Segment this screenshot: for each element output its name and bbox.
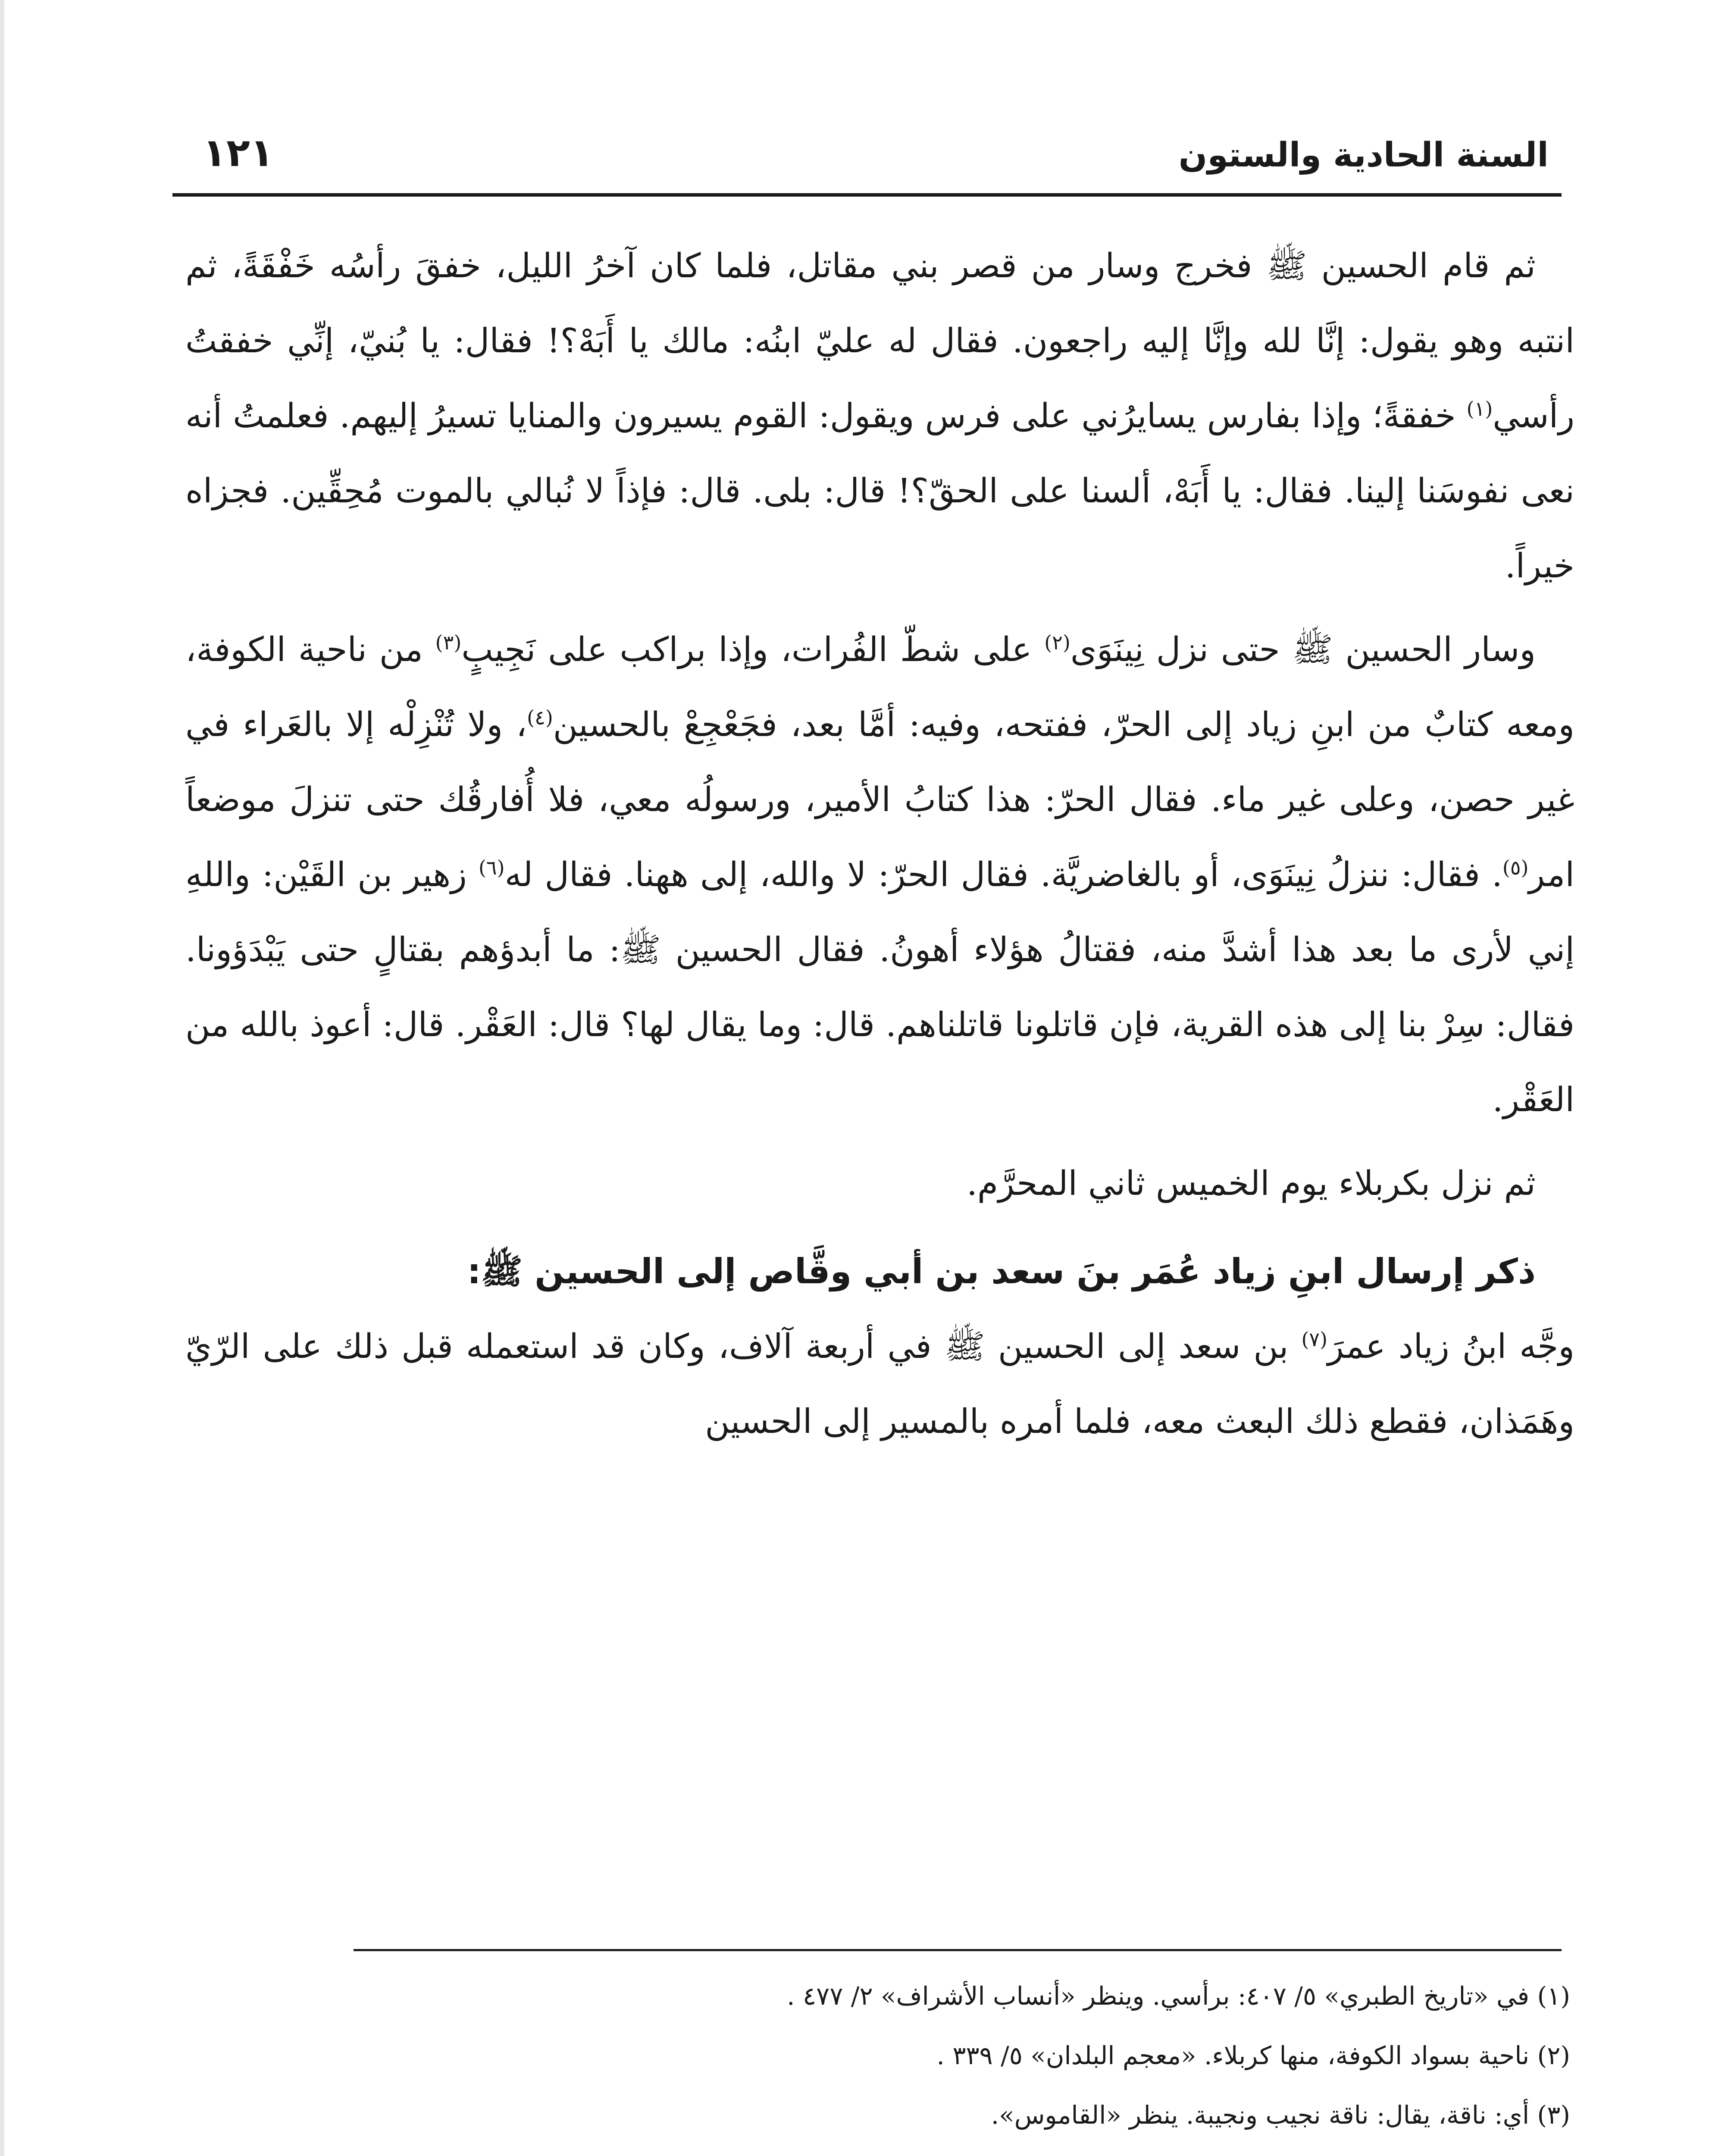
footnotes — [181, 1966, 1570, 2156]
footnote-4 — [181, 2145, 1570, 2156]
footnote-ref-2: (٢) — [1044, 631, 1070, 654]
running-header — [172, 121, 1549, 190]
text-segment: وسار الحسين ﷺ حتى نزل نِينَوَى — [1070, 630, 1536, 669]
paragraph-1 — [185, 229, 1574, 604]
text-segment: . فقال: ننزلُ نِينَوَى، أو بالغاضريَّة. فقال الحرّ: لا والله، إلى ههنا. فقال له — [504, 856, 1502, 894]
footnote-1: (١) في «تاريخ الطبري» ٥/ ٤٠٧: برأسي. وينظر «أنساب الأشراف» ٢/ ٤٧٧ . — [787, 1981, 1570, 2011]
footnote-ref-3: (٣) — [435, 631, 462, 654]
paragraph-2 — [185, 612, 1574, 1138]
footnote-rule — [354, 1949, 1562, 1951]
footnote-3: (٣) أي: ناقة، يقال: ناقة نجيب ونجيبة. ينظر «القاموس». — [991, 2100, 1570, 2130]
paragraph-3 — [185, 1146, 1574, 1221]
footnote-ref-6: (٦) — [478, 856, 505, 879]
text-segment: زهير بن القَيْن: واللهِ إني لأرى ما بعد هذا أشدَّ منه، فقتالُ هؤلاء أهونُ. فقال الحسين ﷺ: ما أبدؤهم بقتالٍ حتى يَبْدَؤونا. فقال: سِرْ بنا إلى هذه القرية، فإن قاتلونا قاتلناهم. قال: وما يقال لها؟ قال: العَقْر. قال: أعوذ بالله من العَقْر. — [185, 856, 1574, 1119]
footnote-ref-5: (٥) — [1502, 856, 1529, 879]
header-title: السنة الحادية والستون — [1178, 136, 1549, 175]
footnote-ref-4: (٤) — [527, 706, 553, 729]
text-segment: خفقةً؛ وإذا بفارس يسايرُني على فرس ويقول: القوم يسيرون والمنايا تسيرُ إليهم. فعلمتُ أنه نعى نفوسَنا إلينا. فقال: يا أَبَهْ، ألسنا على الحقّ؟! قال: بلى. قال: فإذاً لا نُبالي بالموت مُحِقِّين. فجزاه خيراً. — [185, 397, 1574, 586]
text-segment: وجَّه ابنُ زياد عمرَ — [1327, 1327, 1574, 1366]
text-segment: من ناحية الكوفة، ومعه كتابٌ من ابنِ زياد إلى الحرّ، ففتحه، وفيه: أمَّا بعد، فجَعْجِعْ بالحسين — [185, 630, 1575, 744]
text-segment: بن سعد إلى الحسين ﷺ في أربعة آلاف، وكان قد استعمله قبل ذلك على الرّيّ وهَمَذان، فقطع ذلك البعث معه، فلما أمره بالمسير إلى الحسين — [185, 1327, 1574, 1441]
text-segment: ثم نزل بكربلاء يوم الخميس ثاني المحرَّم. — [967, 1164, 1536, 1203]
text-segment: ، ولا تُنْزِلْه إلا بالعَراء في غير حصن، وعلى غير ماء. فقال الحرّ: هذا كتابُ الأمير، ورسولُه معي، فلا أُفارقُك حتى تنزلَ موضعاً امر — [185, 705, 1574, 894]
page-edge-shadow — [0, 0, 4, 2156]
header-rule — [172, 193, 1562, 197]
footnote-ref-7: (٧) — [1301, 1328, 1328, 1351]
text-segment: ثم قام الحسين ﷺ فخرج وسار من قصر بني مقاتل، فلما كان آخرُ الليل، خفقَ رأسُه خَفْقَةً، ثم انتبه وهو يقول: إنَّا لله وإنَّا إليه راجعون. فقال له عليّ ابنُه: مالك يا أَبَهْ؟! فقال: يا بُنيّ، إنِّي خفقتُ رأسي — [185, 247, 1574, 436]
section-heading: ذكر إرسال ابنِ زياد عُمَر بنَ سعد بن أبي وقَّاص إلى الحسين ﷺ: — [467, 1251, 1536, 1291]
footnote-ref-1: (١) — [1466, 397, 1493, 420]
section-paragraph — [185, 1309, 1574, 1459]
text-segment: على شطّ الفُرات، وإذا براكب على نَجِيبٍ — [461, 630, 1045, 669]
page-number: ١٢١ — [203, 130, 274, 175]
footnote-2: (٢) ناحية بسواد الكوفة، منها كربلاء. «معجم البلدان» ٥/ ٣٣٩ . — [936, 2041, 1570, 2070]
main-text — [185, 229, 1574, 1459]
